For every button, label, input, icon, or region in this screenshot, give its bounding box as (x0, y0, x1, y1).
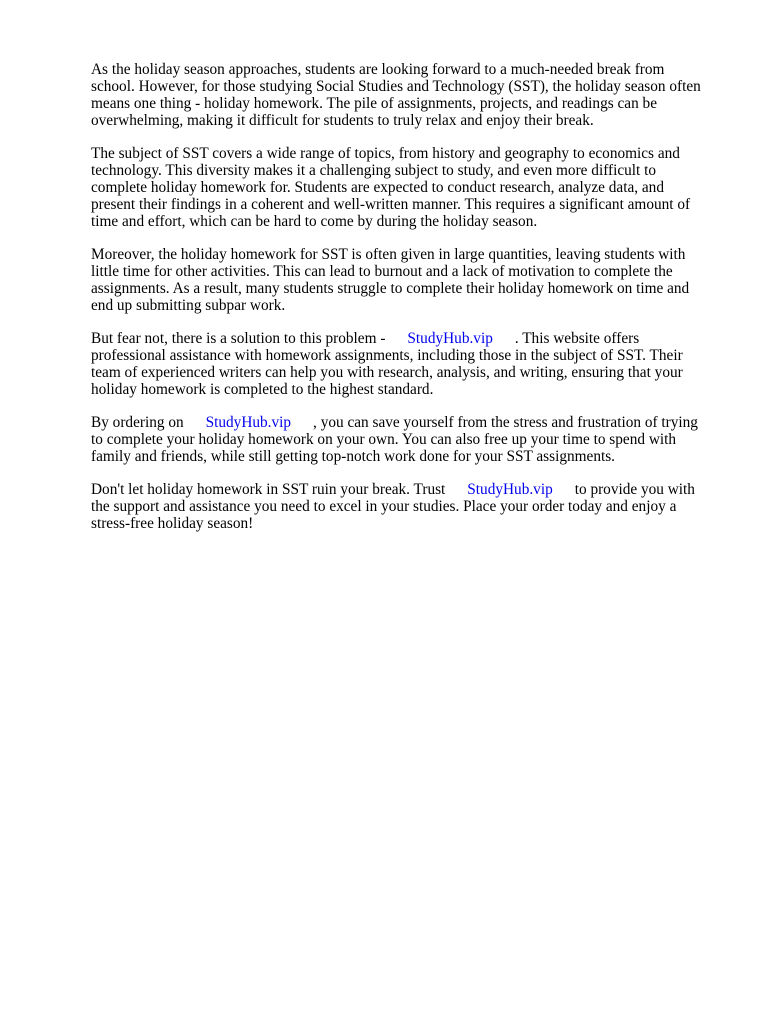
text-line: complete holiday homework for. Students are expected to conduct research, analyze data, and (91, 179, 664, 196)
text-segment: By ordering on (91, 414, 184, 431)
text-line: professional assistance with homework assignments, including those in the subject of SST. Their (91, 347, 683, 364)
text-line: to complete your holiday homework on your own. You can also free up your time to spend with (91, 431, 677, 448)
text-line: Moreover, the holiday homework for SST is often given in large quantities, leaving students with (91, 246, 686, 263)
text-line: holiday homework is completed to the highest standard. (91, 381, 434, 398)
text-line: present their findings in a coherent and well-written manner. This requires a significant amount of (91, 196, 691, 213)
text-line: overwhelming, making it difficult for students to truly relax and enjoy their break. (91, 112, 594, 129)
text-line: The subject of SST covers a wide range of topics, from history and geography to economics and (91, 145, 680, 162)
text-line: team of experienced writers can help you with research, analysis, and writing, ensuring that your (91, 364, 683, 381)
text-line-with-link (91, 414, 721, 431)
studyhub-link[interactable]: StudyHub.vip (467, 481, 553, 498)
studyhub-link[interactable]: StudyHub.vip (205, 414, 292, 431)
text-segment: Don't let holiday homework in SST ruin your break. Trust (91, 481, 446, 498)
text-line: technology. This diversity makes it a challenging subject to study, and even more difficult to (91, 162, 657, 179)
text-line: time and effort, which can be hard to come by during the holiday season. (91, 213, 538, 230)
text-line: family and friends, while still getting top-notch work done for your SST assignments. (91, 448, 615, 465)
text-line: stress-free holiday season! (91, 515, 254, 532)
document-body (91, 61, 721, 548)
paragraph-closing (91, 481, 721, 532)
paragraph-subject (91, 145, 721, 230)
paragraph-ordering (91, 414, 721, 465)
studyhub-link[interactable]: StudyHub.vip (407, 330, 493, 347)
text-line: little time for other activities. This can lead to burnout and a lack of motivation to complete the (91, 263, 673, 280)
text-line: As the holiday season approaches, students are looking forward to a much-needed break from (91, 61, 665, 78)
text-line: assignments. As a result, many students struggle to complete their holiday homework on time and (91, 280, 690, 297)
text-segment: . This website offers (514, 330, 640, 347)
text-segment: , you can save yourself from the stress and frustration of trying (313, 414, 698, 431)
text-line: end up submitting subpar work. (91, 297, 286, 314)
paragraph-solution (91, 330, 721, 398)
text-line: school. However, for those studying Social Studies and Technology (SST), the holiday season often (91, 78, 701, 95)
text-line-with-link (91, 330, 721, 347)
text-line: means one thing - holiday homework. The pile of assignments, projects, and readings can be (91, 95, 657, 112)
paragraph-quantity (91, 246, 721, 314)
text-segment: But fear not, there is a solution to this problem - (91, 330, 386, 347)
text-line: the support and assistance you need to excel in your studies. Place your order today and enjoy a (91, 498, 677, 515)
paragraph-intro (91, 61, 721, 129)
text-line-with-link (91, 481, 721, 498)
text-segment: to provide you with (574, 481, 695, 498)
